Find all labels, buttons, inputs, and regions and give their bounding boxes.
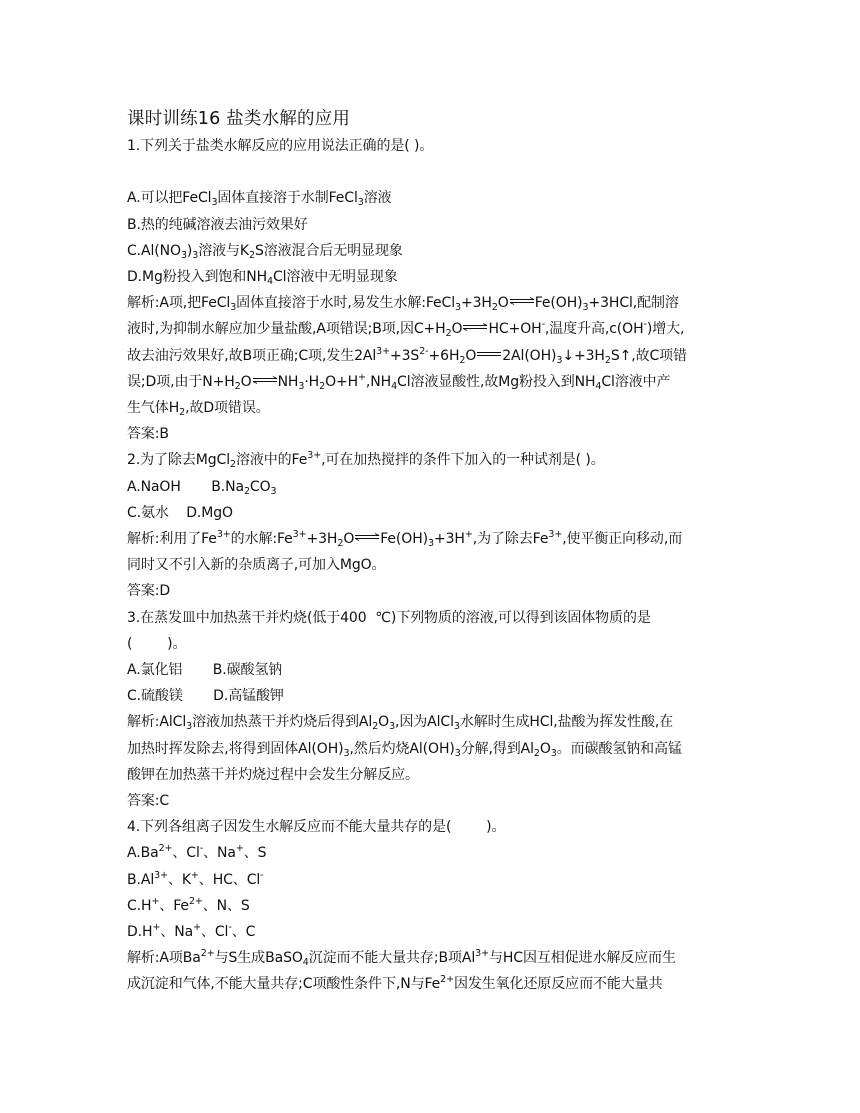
q1-stem: 1.下列关于盐类水解反应的应用说法正确的是( )。 [127, 138, 434, 154]
q1-explanation-line-1: 解析:A项,把FeCl$_3$固体直接溶于水时,易发生水解$:FeCl_3+3H_2O$ $Fe(OH)_3+3HCl$,配制溶 [127, 295, 679, 314]
q3-explanation-line-3: 酸钾在加热蒸干并灼烧过程中会发生分解反应。 [127, 766, 419, 783]
q3-stem-line-1: 3.在蒸发皿中加热蒸干并灼烧(低于400 ℃)下列物质的溶液,可以得到该固体物质的是 [127, 609, 651, 626]
q1-option-c: $C.Al(NO_3)_3$溶液与$K_2S$溶液混合后无明显现象 [127, 242, 403, 261]
q1-option-b: B.热的纯碱溶液去油污效果好 [127, 216, 308, 233]
q3-answer: 答案:C [127, 793, 170, 810]
q2-explanation-line-2: 同时又不引入新的杂质离子,可加入MgO。 [127, 557, 386, 574]
q1-answer: 答案:B [127, 426, 169, 443]
q3-explanation-line-1: 解析:AlCl$_3$溶液加热蒸干并灼烧后得到$Al_2O_3$,因为AlCl$_3$水解时生成HCl,盐酸为挥发性酸,在 [127, 714, 674, 733]
equilibrium-arrow-icon [509, 297, 535, 305]
q4-option-c: C.H+、$Fe^{2+}$、N、S [127, 895, 250, 914]
q2-stem: 2.为了除去MgCl$_2$溶液中的$Fe^{3+}$,可在加热搅拌的条件下加入的一种试剂是( )。 [127, 450, 605, 471]
q1-option-a: A.可以把FeCl$_3$固体直接溶于水制FeCl$_3$溶液 [127, 190, 392, 209]
q2-options-cd: C.氨水 D.MgO [127, 504, 233, 521]
q4-explanation-line-2: 成沉淀和气体,不能大量共存;C项酸性条件下,N与$Fe^{2+}$因发生氧化还原反应而不能大量共 [127, 974, 663, 993]
q3-explanation-line-2: 加热时挥发除去,将得到固体$Al(OH)_3$,然后灼烧$Al(OH)_3$分解,得到$Al_2O_3$。而碳酸氢钠和高锰 [127, 740, 682, 759]
equilibrium-arrow-icon [252, 376, 278, 384]
page-title: 课时训练16 盐类水解的应用 [127, 109, 351, 129]
blank-line [127, 159, 739, 185]
document-page [127, 106, 739, 998]
q4-explanation-line-1: 解析:A项$Ba^{2+}$与S生成BaSO$_4$沉淀而不能大量共存;B项$Al^{3+}$与HC因互相促进水解反应而生 [127, 948, 676, 969]
equilibrium-arrow-icon [462, 323, 488, 331]
q2-explanation-line-1: 解析:利用了$Fe^{3+}$的水解$:Fe^{3+}+3H_2O$ $Fe(OH)_3+3H^+$,为了除去$Fe^{3+}$,使平衡正向移动,而 [127, 529, 683, 550]
q1-option-d: D.Mg粉投入到饱和$NH_4Cl$溶液中无明显现象 [127, 269, 398, 287]
q1-explanation-line-2: 液时,为抑制水解应加少量盐酸,A项错误;B项,因$C+H_2O$ HC+OH-,温度升高,c(OH-)增大, [127, 319, 685, 340]
q1-explanation-line-4: 误;D项,由于$N+H_2O$ $NH_3\cdot H_2O+H^+,NH_4Cl$溶液显酸性,故Mg粉投入到$NH_4Cl$溶液中产 [127, 371, 671, 392]
q2-options-ab: A.NaOH $B.Na_2CO_3$ [127, 478, 277, 497]
q1-explanation-line-5: 生气体$H_2$,故D项错误。 [127, 400, 270, 419]
q4-stem: 4.下列各组离子因发生水解反应而不能大量共存的是( )。 [127, 819, 506, 836]
reaction-equals-icon [476, 350, 502, 358]
q4-option-a: $A.Ba^{2+}$、Cl-、Na+、S [127, 843, 267, 862]
q2-answer: 答案:D [127, 583, 171, 600]
equilibrium-arrow-icon [354, 533, 380, 541]
q3-options-ab: A.氯化铝 B.碳酸氢钠 [127, 662, 283, 679]
q4-option-b: $B.Al^{3+}$、K+、HC、Cl- [127, 869, 264, 888]
q4-option-d: D.H+、Na+、Cl-、C [127, 922, 256, 941]
q3-options-cd: C.硫酸镁 D.高锰酸钾 [127, 688, 284, 705]
q1-explanation-line-3: 故去油污效果好,故B项正确;C项,发生$2Al^{3+}+3S^{2-}+6H_2O$ $2Al(OH)_3↓+3H_2S↑$,故C项错 [127, 345, 687, 366]
q3-stem-line-2: ( )。 [127, 635, 187, 652]
